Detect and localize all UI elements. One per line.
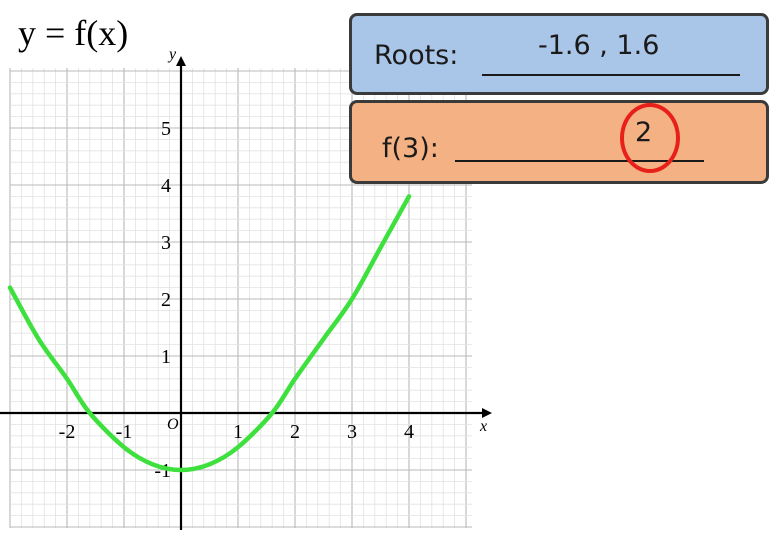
- x-tick-label: 3: [347, 421, 357, 443]
- y-axis-arrow: [176, 56, 186, 66]
- answer-circle: [620, 103, 680, 173]
- f3-answer: 2: [635, 117, 653, 148]
- y-tick-label: 4: [161, 175, 171, 197]
- origin-label: O: [167, 416, 179, 433]
- f3-label: f(3):: [382, 133, 439, 164]
- roots-answer: -1.6 , 1.6: [538, 30, 660, 61]
- y-tick-label: -1: [154, 460, 171, 482]
- x-tick-label: -1: [115, 421, 133, 443]
- x-tick-label: -2: [58, 421, 76, 443]
- roots-box: [349, 13, 769, 95]
- y-axis-label: y: [169, 46, 177, 63]
- f3-box: [349, 100, 769, 184]
- x-axis-label: x: [480, 418, 488, 435]
- y-tick-label: 2: [161, 289, 171, 311]
- x-tick-label: 4: [404, 421, 414, 443]
- x-tick-label: 1: [233, 421, 243, 443]
- x-axis-arrow: [482, 408, 492, 418]
- graph-title: y = f(x): [18, 13, 129, 53]
- y-tick-label: 5: [161, 118, 171, 140]
- x-tick-label: 2: [290, 421, 300, 443]
- y-tick-label: 1: [161, 346, 171, 368]
- roots-answer-line: [482, 74, 740, 76]
- y-tick-label: 3: [161, 232, 171, 254]
- roots-label: Roots:: [374, 40, 459, 71]
